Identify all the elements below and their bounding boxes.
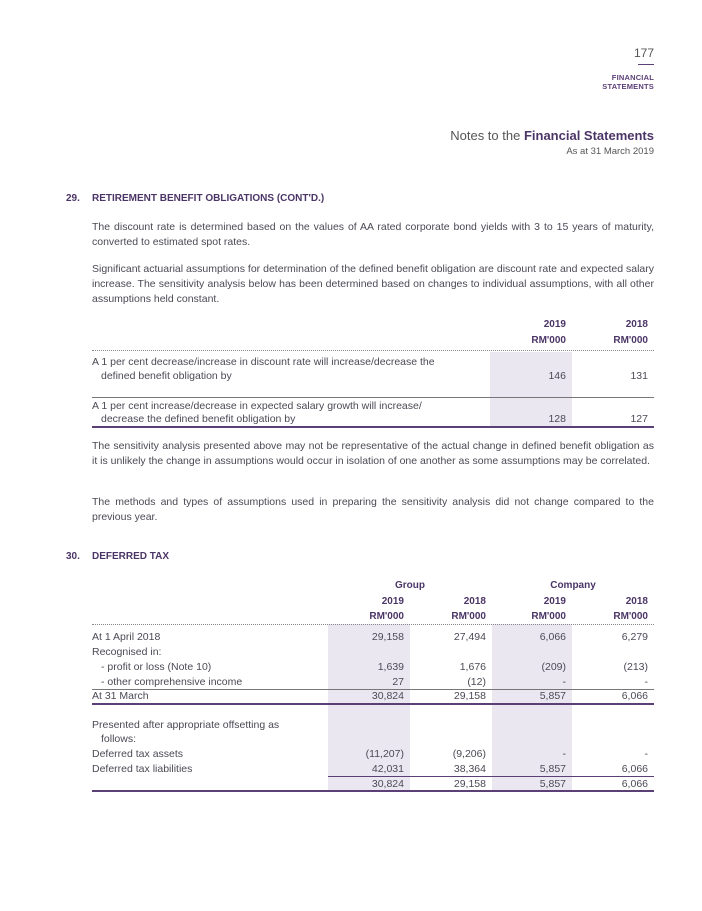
section-label [560,73,654,91]
note30-title: DEFERRED TAX [92,551,170,562]
sensitivity-row2-2018: 127 [630,413,648,425]
page-title-bold: Financial Statements [523,128,654,143]
note29-number: 29. [66,193,80,204]
sensitivity-header-rule [92,350,654,351]
note29-heading [66,193,466,207]
note30-number: 30. [66,551,80,562]
row-label: Deferred tax liabilities [92,763,193,775]
deferred-tax-bottom-rule [92,790,654,792]
company-2019-cell: - [562,676,566,688]
sensitivity-row1-label-line1: A 1 per cent decrease/increase in discount rate will increase/decrease the [92,356,435,368]
group-2018-cell: (12) [467,676,486,688]
group-2018-cell: 38,364 [453,763,486,775]
page-title-prefix: Notes to the [450,128,524,143]
group-2019-cell: (11,207) [365,748,404,760]
company-2018-cell: 6,066 [621,690,648,702]
company-2018-cell: (213) [623,661,648,673]
sensitivity-unit-2019: RM'000 [531,335,566,346]
sensitivity-row2-label-line1: A 1 per cent increase/decrease in expected salary growth will increase/ [92,400,422,412]
sensitivity-year-2018: 2018 [625,319,648,330]
row-label: Presented after appropriate offsetting as [92,719,280,731]
note29-paragraph-2: Significant actuarial assumptions for determination of the defined benefit obligation are discount rate and expected salary increase. The sensitivity analysis below has been determined based on changes to individual assumptions, with all other assumptions held constant. [92,263,654,305]
note29-title: RETIREMENT BENEFIT OBLIGATIONS (CONT'D.) [92,193,325,204]
sensitivity-row1-2019: 146 [548,370,566,382]
company-year-2018: 2018 [625,596,648,607]
group-year-2018: 2018 [463,596,486,607]
company-unit-2018: RM'000 [613,611,648,622]
sensitivity-bottom-rule [92,426,654,428]
company-2019-cell: 5,857 [539,763,566,775]
company-2019-cell: (209) [541,661,566,673]
row-label: Deferred tax assets [92,748,184,760]
group-unit-2019: RM'000 [369,611,404,622]
note30-heading [66,551,466,565]
company-2019-cell: 5,857 [539,690,566,702]
sensitivity-unit-2018: RM'000 [613,335,648,346]
group-2018-cell: 29,158 [453,778,486,790]
company-2018-cell: 6,066 [621,778,648,790]
group-2019-cell: 30,824 [371,778,404,790]
offsetting-subtotal-rule [328,776,654,777]
page-title [300,128,654,143]
at-31-march-bottom-rule [92,703,654,705]
company-year-2019: 2019 [543,596,566,607]
row-label: follows: [101,733,137,745]
company-column-label: Company [550,580,596,591]
subtotal-rule [92,689,654,690]
row-label: - other comprehensive income [101,676,243,688]
company-2019-cell: 6,066 [539,631,566,643]
sensitivity-row1-label-line2: defined benefit obligation by [101,370,232,382]
group-2019-cell: 29,158 [371,631,404,643]
group-2018-cell: (9,206) [452,748,486,760]
note29-paragraph-4: The methods and types of assumptions used in preparing the sensitivity analysis did not change compared to the previous year. [92,496,654,523]
group-2018-cell: 29,158 [453,690,486,702]
sensitivity-row2-label-line2: decrease the defined benefit obligation by [101,413,296,425]
note29-paragraph-1: The discount rate is determined based on the values of AA rated corporate bond yields with 3 to 15 years of maturity, converted to estimated spot rates. [92,221,654,248]
page-number: 177 [633,46,654,60]
page-number-rule [638,64,654,65]
deferred-tax-header-rule [92,624,654,625]
company-unit-2019: RM'000 [531,611,566,622]
company-2019-cell: 5,857 [539,778,566,790]
group-2019-cell: 1,639 [377,661,404,673]
group-2019-cell: 42,031 [371,763,404,775]
section-label-line2: STATEMENTS [602,82,654,91]
company-2018-cell: - [644,676,648,688]
group-column-label: Group [395,580,425,591]
sensitivity-year-2019: 2019 [543,319,566,330]
row-label: Recognised in: [92,646,162,658]
company-2018-cell: 6,279 [621,631,648,643]
group-2019-cell: 30,824 [371,690,404,702]
group-year-2019: 2019 [381,596,404,607]
sensitivity-row-divider [92,397,654,398]
sensitivity-row2-2019: 128 [548,413,566,425]
group-2018-cell: 27,494 [453,631,486,643]
sensitivity-row1-2018: 131 [630,370,648,382]
row-label: - profit or loss (Note 10) [101,661,212,673]
section-label-line1: FINANCIAL [611,73,654,82]
company-2018-cell: - [644,748,648,760]
page-subtitle: As at 31 March 2019 [566,146,654,157]
note29-paragraph-3: The sensitivity analysis presented above may not be representative of the actual change in defined benefit obligation as it is unlikely the change in assumptions would occur in isolation of one another as some assumptions may be correlated. [92,440,654,467]
company-2018-cell: 6,066 [621,763,648,775]
group-unit-2018: RM'000 [451,611,486,622]
row-label: At 31 March [92,690,149,702]
company-2019-cell: - [562,748,566,760]
group-2019-cell: 27 [392,676,404,688]
group-2018-cell: 1,676 [459,661,486,673]
row-label: At 1 April 2018 [92,631,161,643]
